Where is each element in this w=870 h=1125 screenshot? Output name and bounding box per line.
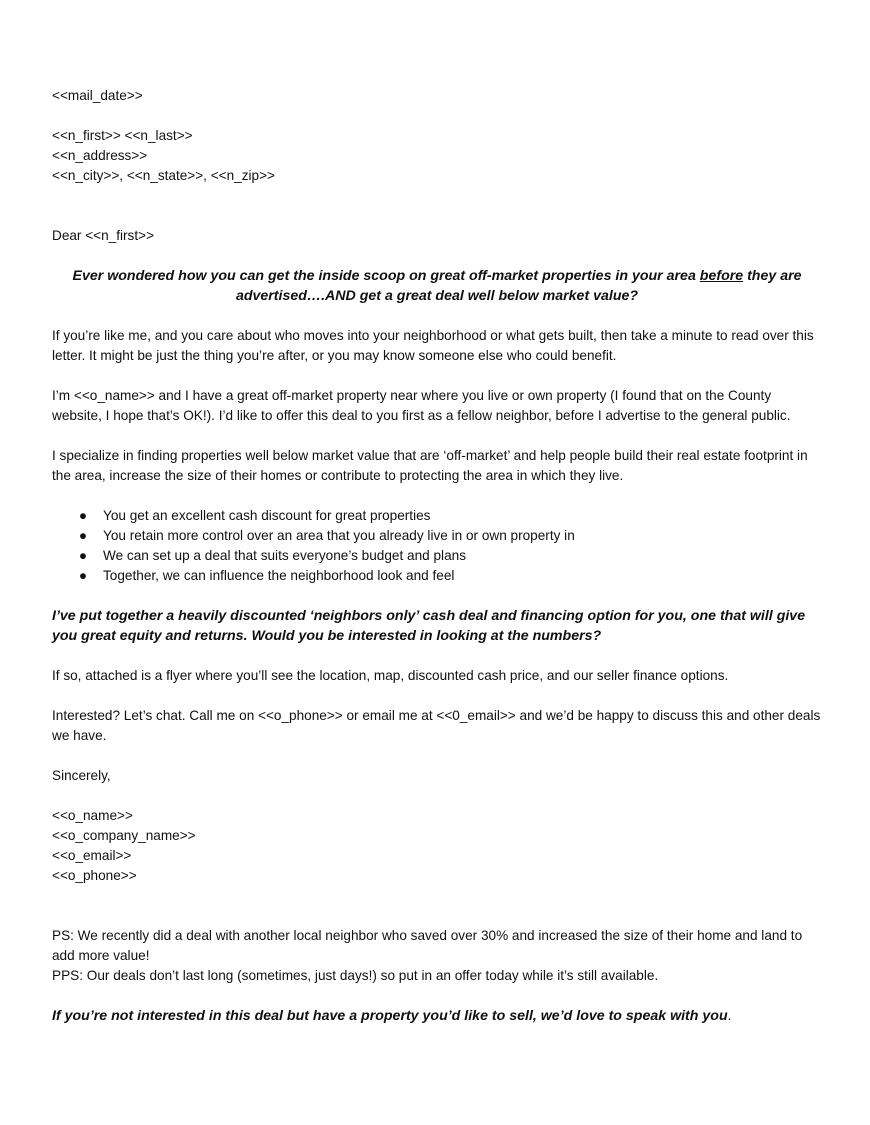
list-item: ● You retain more control over an area that you already live in or own property in bbox=[78, 526, 822, 546]
letter-page bbox=[52, 86, 822, 1026]
signature-name: <<o_name>> bbox=[52, 808, 133, 823]
salutation: Dear <<n_first>> bbox=[52, 228, 155, 243]
headline-underlined-word: before bbox=[699, 268, 744, 284]
recipient-address-block bbox=[52, 126, 822, 186]
contact-note: Interested? Let’s chat. Call me on <<o_phone>> or email me at <<0_email>> and we’d be happy to discuss this and other deals we have. bbox=[52, 708, 821, 743]
recipient-city-line: <<n_city>>, <<n_state>>, <<n_zip>> bbox=[52, 168, 275, 183]
postscript-ps: PS: We recently did a deal with another local neighbor who saved over 30% and increased the size of their home and land to add more value! bbox=[52, 928, 803, 963]
paragraph-intro: If you’re like me, and you care about who moves into your neighborhood or what gets built, then take a minute to read over this letter. It might be just the thing you’re after, or you may know someone else who could benefit. bbox=[52, 328, 814, 363]
mail-date: <<mail_date>> bbox=[52, 88, 143, 103]
final-statement-text: If you’re not interested in this deal but have a property you’d like to sell, we’d love to speak with you bbox=[52, 1008, 728, 1024]
postscript-pps: PPS: Our deals don’t last long (sometimes, just days!) so put in an offer today while it’s still available. bbox=[52, 968, 659, 983]
bullet-icon: ● bbox=[78, 528, 88, 543]
recipient-address: <<n_address>> bbox=[52, 148, 148, 163]
headline-part1: Ever wondered how you can get the inside scoop on great off-market properties in your area bbox=[72, 268, 700, 284]
final-statement bbox=[52, 1006, 822, 1026]
headline-part2: they are advertised….AND get a great deal well below market value? bbox=[235, 268, 802, 304]
paragraph-offer-intro: I’m <<o_name>> and I have a great off-market property near where you live or own property (I found that on the County website, I hope that’s OK!). I’d like to offer this deal to you first as a fellow neighbor, before I advertise to the general public. bbox=[52, 388, 791, 423]
signature-company: <<o_company_name>> bbox=[52, 828, 196, 843]
closing: Sincerely, bbox=[52, 768, 111, 783]
list-item: ● You get an excellent cash discount for great properties bbox=[78, 506, 822, 526]
headline bbox=[52, 266, 822, 306]
bullet-icon: ● bbox=[78, 548, 88, 563]
bullet-icon: ● bbox=[78, 568, 88, 583]
signature-phone: <<o_phone>> bbox=[52, 868, 137, 883]
bullet-icon: ● bbox=[78, 508, 88, 523]
benefits-list bbox=[52, 506, 822, 586]
list-item: ● Together, we can influence the neighborhood look and feel bbox=[78, 566, 822, 586]
signature-email: <<o_email>> bbox=[52, 848, 132, 863]
flyer-note: If so, attached is a flyer where you’ll see the location, map, discounted cash price, and our seller finance options. bbox=[52, 668, 729, 683]
paragraph-specialty: I specialize in finding properties well below market value that are ‘off-market’ and help people build their real estate footprint in the area, increase the size of their homes or contribute to protecting the area in which they live. bbox=[52, 448, 808, 483]
signature-block bbox=[52, 806, 822, 886]
final-period: . bbox=[727, 1008, 732, 1023]
list-item: ● We can set up a deal that suits everyone’s budget and plans bbox=[78, 546, 822, 566]
postscripts bbox=[52, 926, 822, 986]
recipient-name: <<n_first>> <<n_last>> bbox=[52, 128, 193, 143]
offer-statement: I’ve put together a heavily discounted ‘neighbors only’ cash deal and financing option for you, one that will give you great equity and returns. Would you be interested in looking at the numbers? bbox=[52, 608, 806, 644]
